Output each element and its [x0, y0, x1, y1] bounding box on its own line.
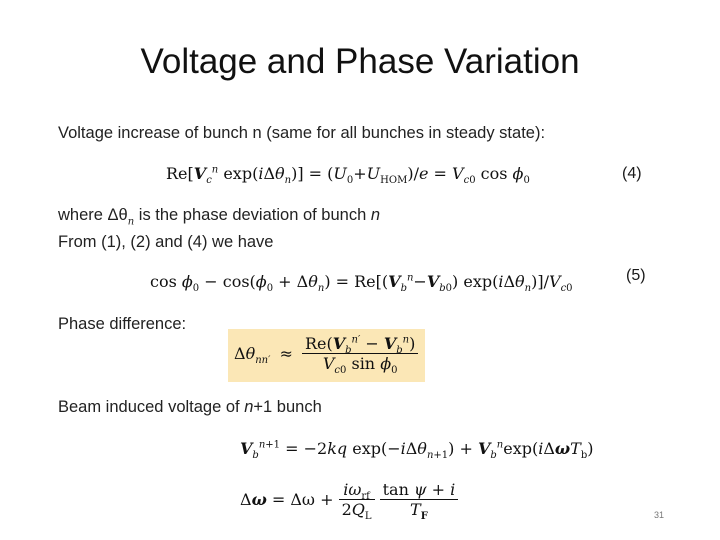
text-beam-induced-prefix: Beam induced voltage of	[58, 398, 245, 416]
equation-4-number: (4)	[622, 165, 642, 182]
equation-5-number: (5)	[626, 267, 646, 284]
beam-induced-voltage-equation: $V_b^{n+1} = -2kq$ $\exp(-i\Delta\theta_{n+1}) + V_b^n\exp(i\Delta\omega T_b)$	[240, 439, 594, 462]
text-phase-deviation: where $\Delta\theta_n$ is the phase deviation of bunch n	[58, 206, 381, 228]
text-beam-induced-n: n	[244, 398, 254, 416]
page-number: 31	[653, 510, 664, 520]
equation-5: $\cos \phi_0 - \cos(\phi_0 + \Delta\theta_n) = Re[(V_b^n-V_{b0})$ $\exp(i\Delta\theta_n)]/V_{c0}$	[150, 272, 573, 295]
slide-title: Voltage and Phase Variation	[140, 42, 580, 81]
text-phase-difference: Phase difference:	[58, 315, 187, 333]
equation-4: $Re[V_c^n$ $\exp(i\Delta\theta_n)] = (U_0+U_{HOM})/e = V_{c0}$ $\cos \phi_0$	[166, 164, 530, 187]
text-beam-induced-voltage	[58, 398, 322, 417]
delta-omega-equation: Δω = Δω + $\frac{i\omega_{rf}}{2Q_L}$ $\frac{\text{tan ψ + i}}{T_F}$	[240, 480, 458, 519]
text-from-equations: From (1), (2) and (4) we have	[58, 233, 274, 251]
text-voltage-increase: Voltage increase of bunch n (same for all bunches in steady state):	[58, 124, 546, 142]
text-phase-deviation-n: n	[370, 206, 381, 224]
text-beam-induced-suffix: +1 bunch	[253, 398, 322, 416]
phase-difference-formula: $\Delta\theta_{nn'}$ ≈ $\frac{Re(V_b^{n'} - V_b^n)}{V_{c0} \sin \phi_0}$	[234, 334, 418, 373]
text-phase-deviation-suffix: is the phase deviation of bunch	[134, 206, 371, 224]
text-phase-deviation-prefix: where Δθ	[58, 206, 128, 224]
